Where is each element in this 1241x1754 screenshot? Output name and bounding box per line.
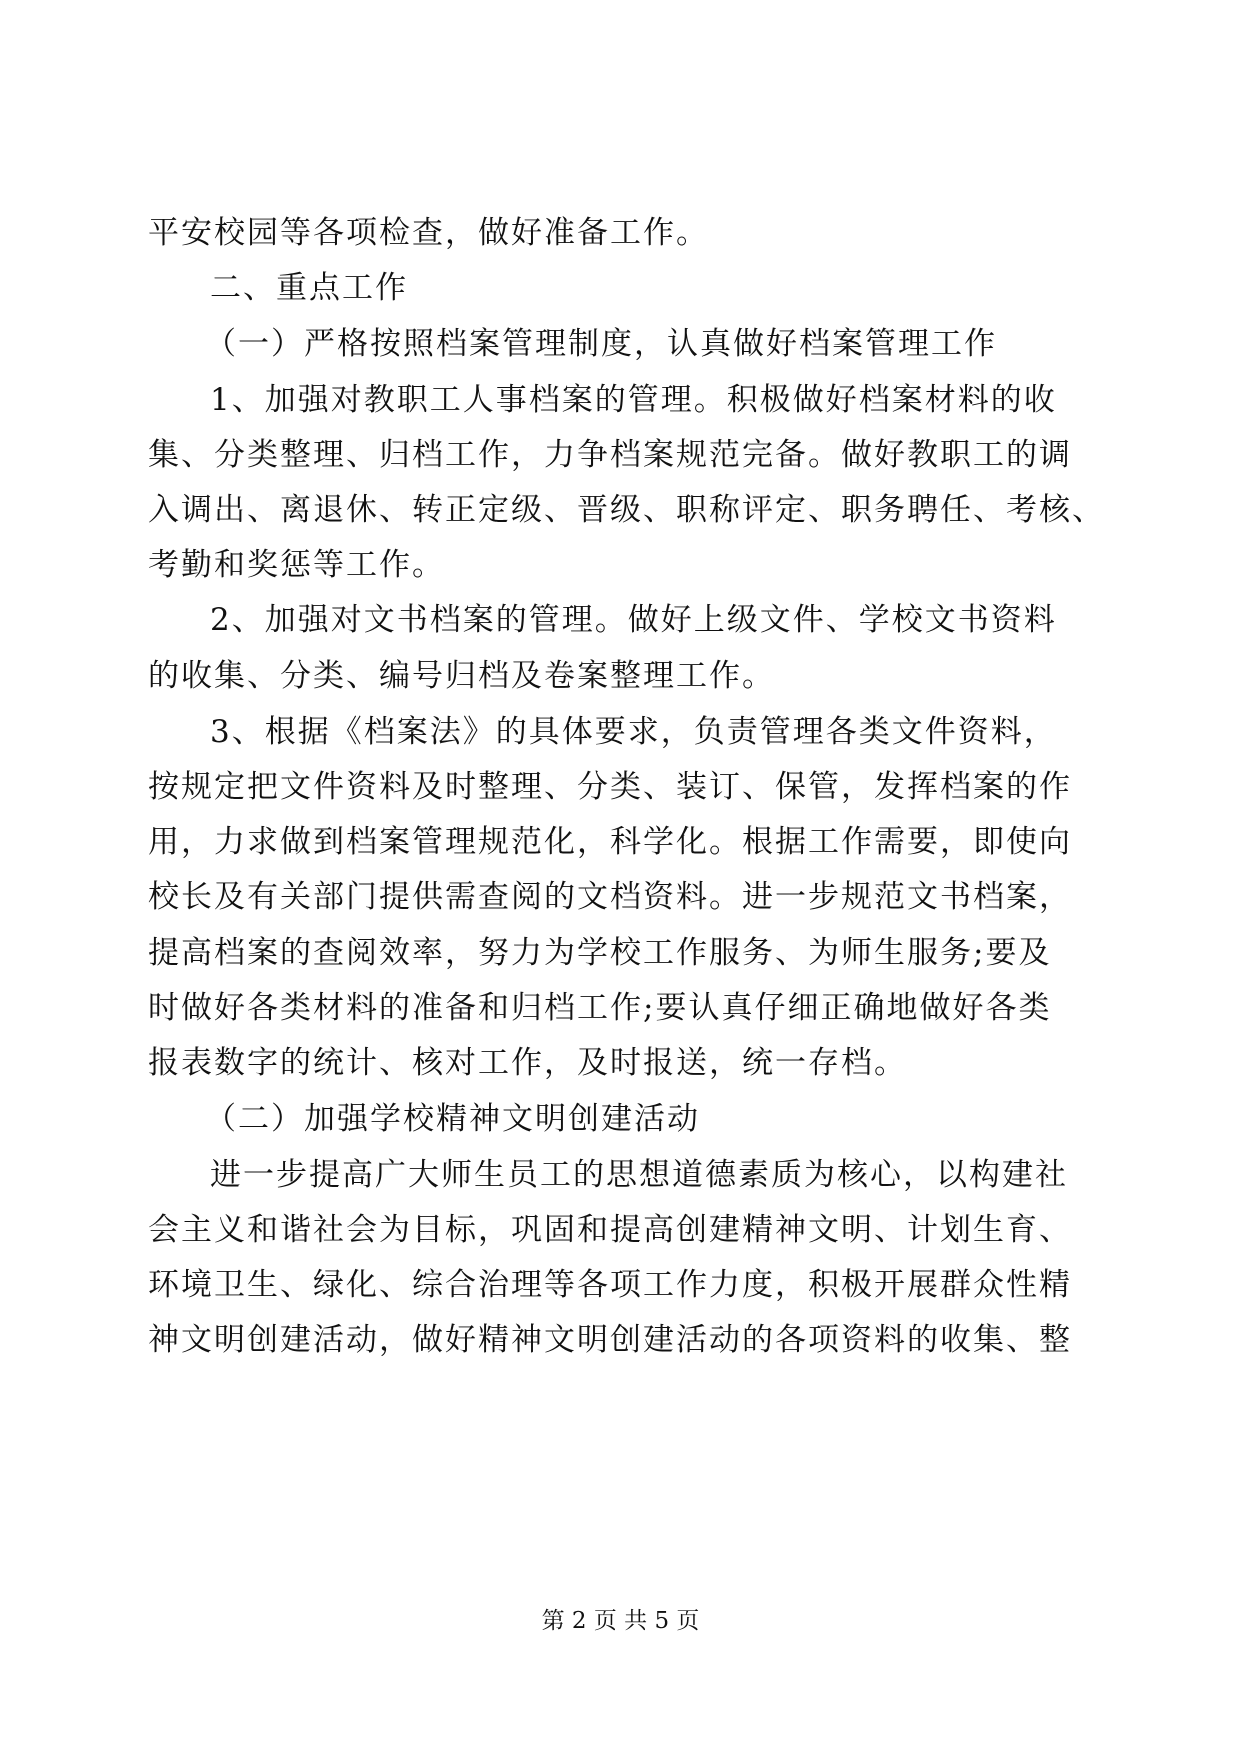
text-line-19: 会主义和谐社会为目标，巩固和提高创建精神文明、计划生育、 xyxy=(148,1212,1072,1248)
subsection-heading-civilization: （二）加强学校精神文明创建活动 xyxy=(205,1101,700,1137)
text-line-12: 用，力求做到档案管理规范化，科学化。根据工作需要，即使向 xyxy=(148,824,1072,860)
section-heading-key-work: 二、重点工作 xyxy=(210,270,408,306)
text-line-9: 的收集、分类、编号归档及卷案整理工作。 xyxy=(148,658,775,694)
text-line-20: 环境卫生、绿化、综合治理等各项工作力度，积极开展群众性精 xyxy=(148,1267,1072,1303)
text-line-16: 报表数字的统计、核对工作，及时报送，统一存档。 xyxy=(148,1045,907,1081)
subsection-heading-archives: （一）严格按照档案管理制度，认真做好档案管理工作 xyxy=(205,326,997,362)
text-line-21: 神文明创建活动，做好精神文明创建活动的各项资料的收集、整 xyxy=(148,1322,1072,1358)
text-line-13: 校长及有关部门提供需查阅的文档资料。进一步规范文书档案， xyxy=(148,879,1072,915)
text-line-5: 集、分类整理、归档工作，力争档案规范完备。做好教职工的调 xyxy=(148,437,1072,473)
text-line-1: 平安校园等各项检查，做好准备工作。 xyxy=(148,215,709,251)
text-line-15: 时做好各类材料的准备和归档工作;要认真仔细正确地做好各类 xyxy=(148,990,1052,1026)
text-line-6: 入调出、离退休、转正定级、晋级、职称评定、职务聘任、考核、 xyxy=(148,492,1105,528)
text-line-14: 提高档案的查阅效率，努力为学校工作服务、为师生服务;要及 xyxy=(148,935,1052,971)
page-number-footer: 第 2 页 共 5 页 xyxy=(541,1608,700,1634)
text-line-11: 按规定把文件资料及时整理、分类、装订、保管，发挥档案的作 xyxy=(148,769,1072,805)
text-line-10: 3、根据《档案法》的具体要求，负责管理各类文件资料， xyxy=(210,714,1057,750)
text-line-4: 1、加强对教职工人事档案的管理。积极做好档案材料的收 xyxy=(210,382,1057,418)
text-line-7: 考勤和奖惩等工作。 xyxy=(148,547,445,583)
text-line-18: 进一步提高广大师生员工的思想道德素质为核心，以构建社 xyxy=(210,1157,1068,1193)
text-line-8: 2、加强对文书档案的管理。做好上级文件、学校文书资料 xyxy=(210,602,1057,638)
